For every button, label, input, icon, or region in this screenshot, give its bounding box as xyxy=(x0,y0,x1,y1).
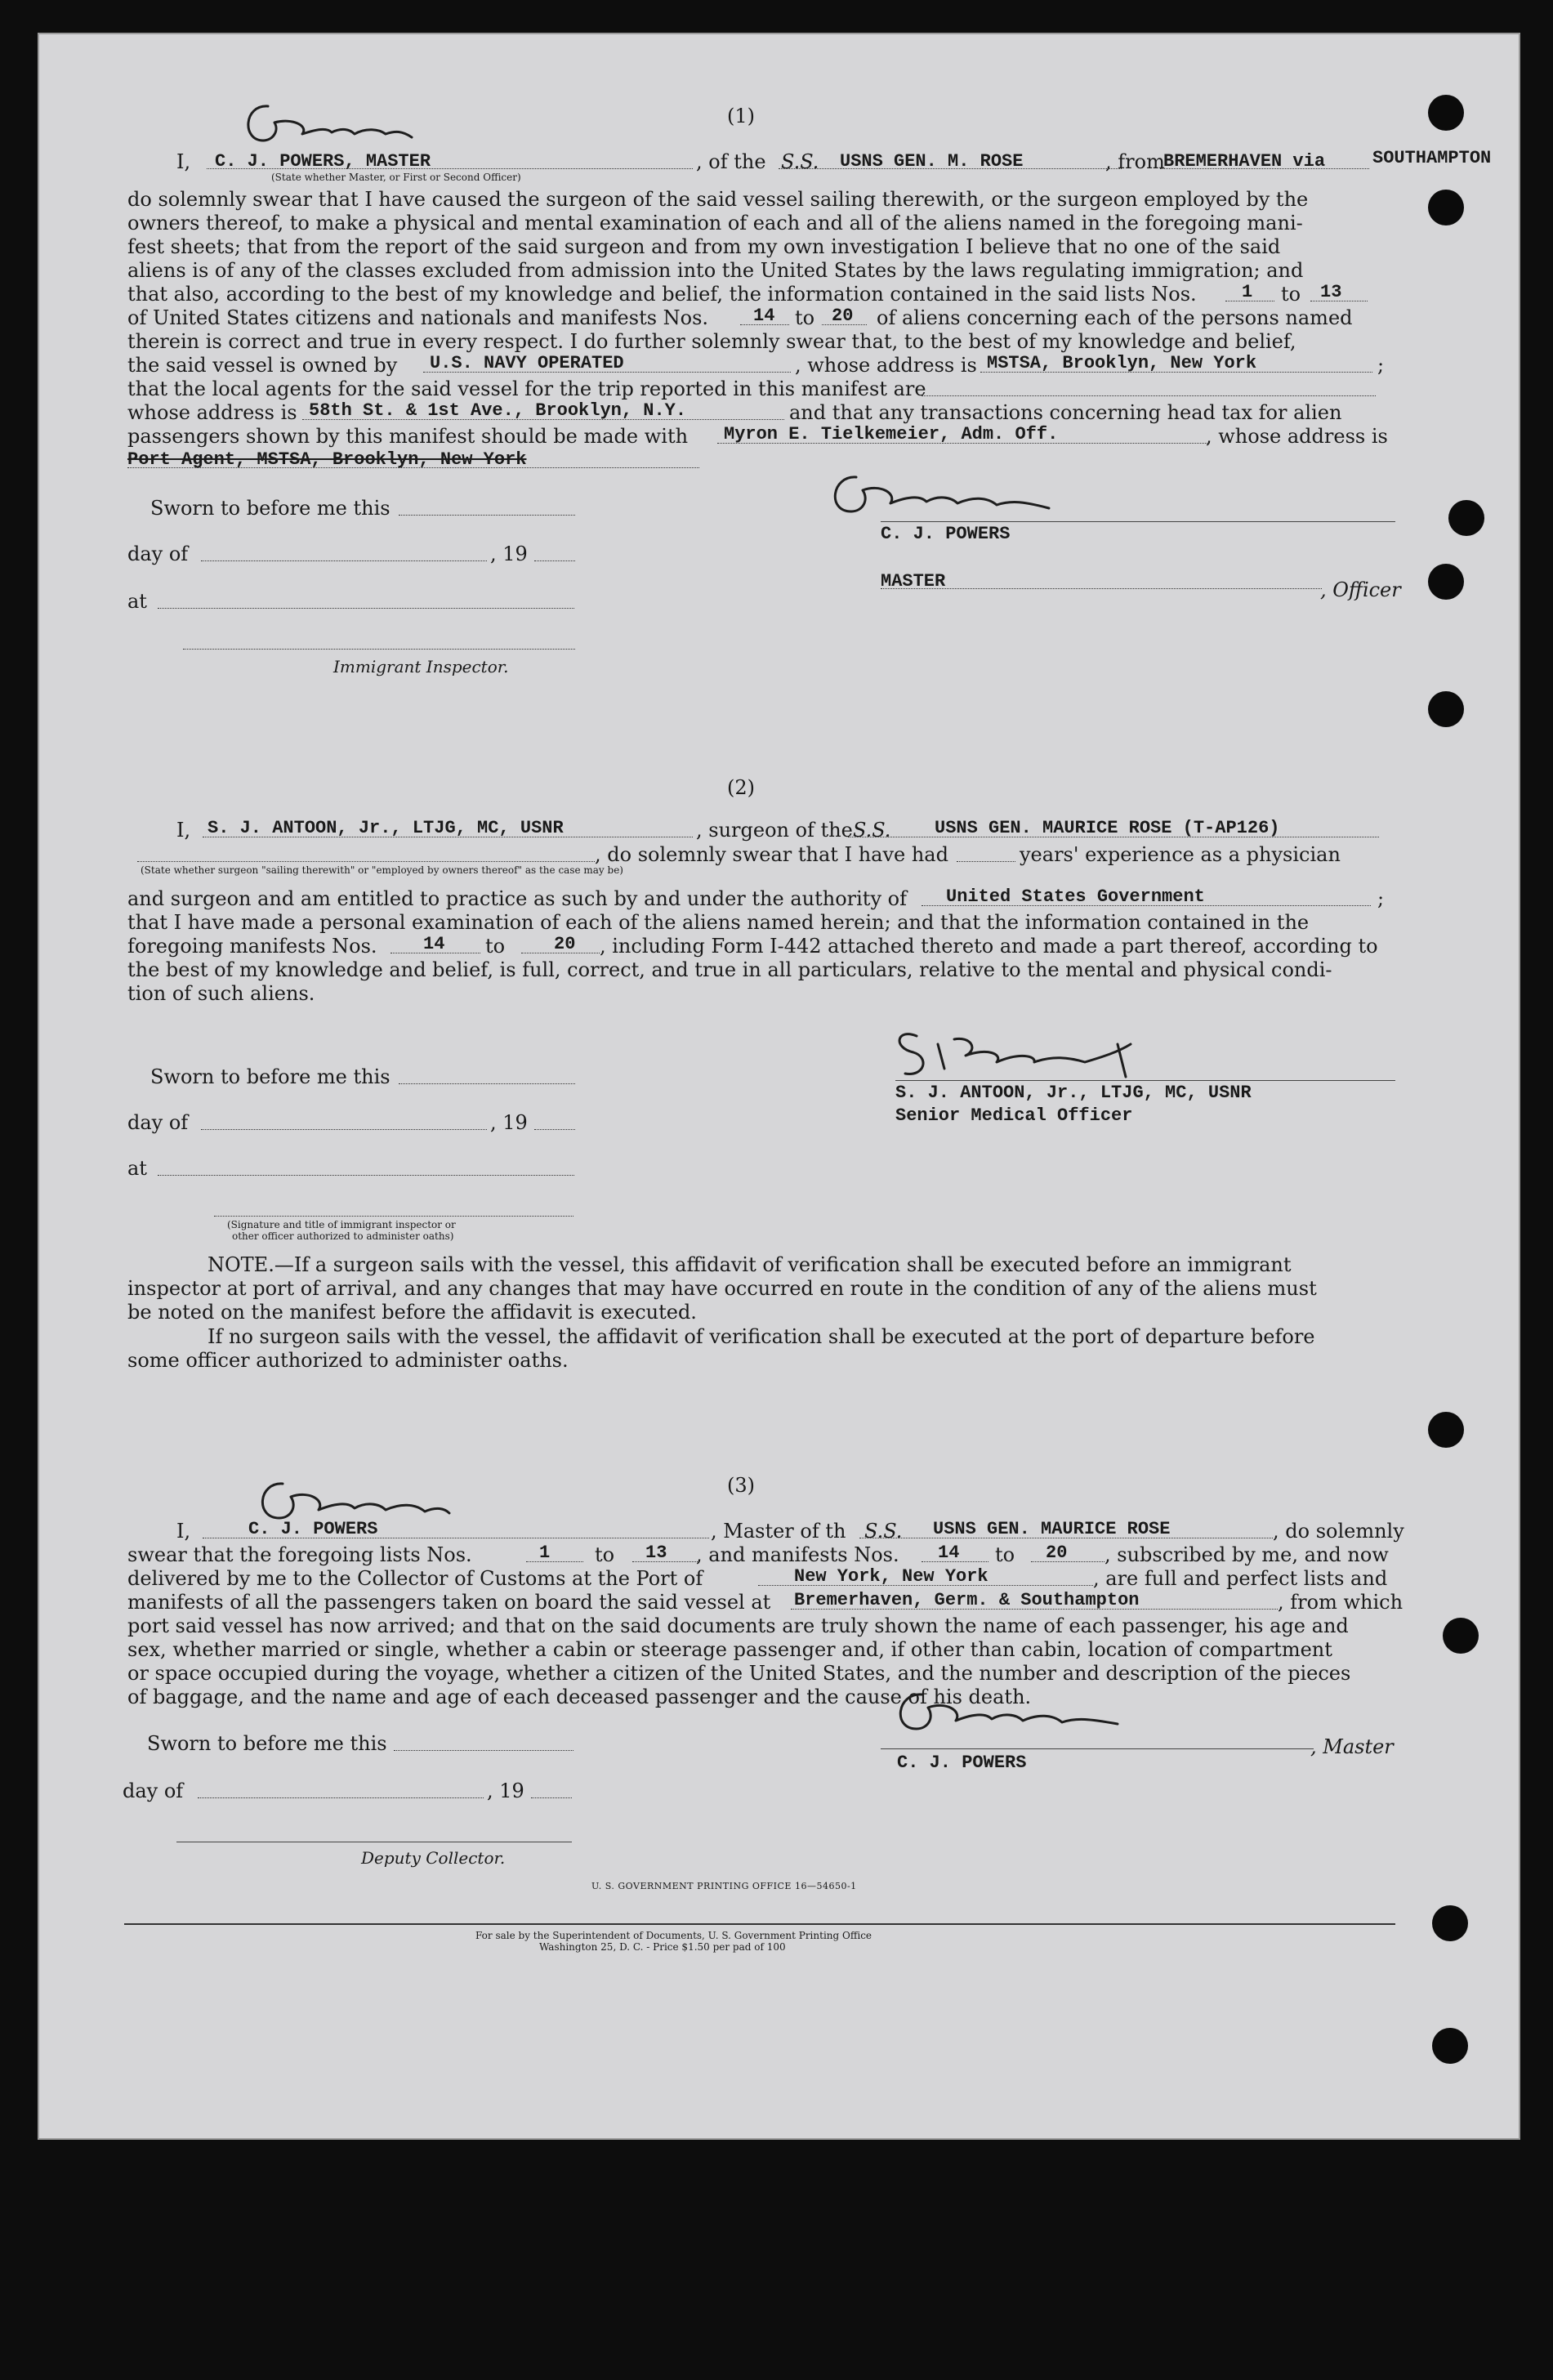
lists-to-field: 13 xyxy=(1320,282,1342,302)
vessel-prefix: S.S. xyxy=(781,150,819,173)
port-field: New York, New York xyxy=(794,1566,988,1587)
signature-antoon xyxy=(881,1020,1142,1085)
section-3-number: (3) xyxy=(727,1474,755,1497)
owner-address-field: MSTSA, Brooklyn, New York xyxy=(987,353,1257,373)
master-hint: (State whether Master, or First or Second Officer) xyxy=(271,172,521,183)
punch-hole xyxy=(1428,190,1464,225)
at-label-1: at xyxy=(127,590,147,613)
punch-hole xyxy=(1443,1618,1479,1654)
sworn-label-3: Sworn to before me this xyxy=(147,1732,387,1755)
punch-hole xyxy=(1428,95,1464,131)
document-page: (1) I, C. J. POWERS, MASTER (State whether Master, or First or Second Officer) , of the S.S. USNS GEN. M. ROSE , from BREMERHAVEN via SOUTHAMPTON do solemnly swear that I have caused the surgeon of the said vessel sailing therewith, or the surgeon employed by the owners thereof, to make a physical and mental examination of each and all of the aliens named in the foregoing mani- fest sheets; that from the report of the said surgeon and from my own investigation I believe that no one of the said aliens is of any of the classes excluded from admission into the United States by the laws regulating immigration; and that also, according to the best of my knowledge and belief, the information contained in the said lists Nos. 1 to 13 of United States citizens and nationals and manifests Nos. 14 to 20 of aliens concerning each of the persons named therein is correct and true in every respect. I do further solemnly swear that, to the best of my knowledge and belief, the said vessel is owned by U.S. NAVY OPERATED , whose address is MSTSA, Brooklyn, New York ; that the local agents for the said vessel for the trip reported in this manifest are whose address is 58th St. & 1st Ave., Brooklyn, N.Y. and that any transactions concerning head tax for alien passengers shown by this manifest should be made with Myron E. Tielkemeier, Adm. Off. , whose address is Port Agent, MSTSA, Brooklyn, New York Sworn to before me this C. J. POWERS day of , 19 MASTER , Officer at Immigrant Inspector. (2) I, S. J. ANTOON, Jr., LTJG, MC, USNR , surgeon of the S.S. USNS GEN. MAURICE ROSE (T-AP126) , do solemnly swear that I have had years' experience as a physician (State whether surgeon "sailing therewith" or "employed by owners thereof" as the case may be) and surgeon and am entitled to practice as such by and under the authority of United States Government ; that I have made a personal examination of each of the aliens named herein; and that the information contained in the foregoing manifests Nos. 14 to 20 , including Form I-442 attached thereto and made a part thereof, according to the best of my knowledge and belief, is full, correct, and true in all particulars, relative to the mental and physical condi- tion of such aliens. Sworn to before me this S. J. ANTOON, Jr., LTJG, MC, USNR day of , 19 Senior Medical Officer at (Signature and title of immigrant inspector or other officer authorized to administer oaths) NOTE.—If a surgeon sails with the vessel, this affidavit of verification shall be executed before an immigrant inspector at port of arrival, and any changes that may have occurred en route in the condition of any of the aliens must be noted on the manifest before the affidavit is executed. If no surgeon sails with the vessel, the affidavit of verification shall be executed at the port of departure before some officer authorized to administer oaths. (3) I, C. J. POWERS , Master of th S.S. USNS GEN. MAURICE ROSE , do solemnly swear that the foregoing lists Nos. 1 to 13 , and manifests Nos. 14 to 20 , subscribed by me, and now delivered by me to the Collector of Customs at the Port of New York, New York , are full and perfect lists and manifests of all the passengers taken on board the said vessel at Bremerhaven, Germ. & Southampton , from which port said vessel has now arrived; and that on the said documents are truly shown the name of each passenger, his age and sex, whether married or single, whether a cabin or steerage passenger and, if other than cabin, location of compartment or space occupied during the voyage, whether a citizen of the United States, and the number and description of the pieces of baggage, and the name and age of each deceased passenger and the cause of his death. Sworn to before me this , Master C. J. POWERS day of , 19 Deputy Collector. U. S. GOVERNMENT PRINTING OFFICE 16—54650-1 For sale by the Superintendent of Documents, U. S. Government Printing Office Washington 25, D. C. - Price $1.50 per pad of 100 xyxy=(38,33,1520,2140)
title-master-1: MASTER xyxy=(881,571,946,592)
authority-field: United States Government xyxy=(946,886,1205,907)
sig-caption-2b: other officer authorized to administer oaths) xyxy=(232,1230,454,1242)
from-label: , from xyxy=(1105,150,1165,173)
punch-hole xyxy=(1432,1905,1468,1941)
vessel-name-field-2: USNS GEN. MAURICE ROSE (T-AP126) xyxy=(935,818,1280,838)
lists-from-field-3: 1 xyxy=(539,1543,551,1563)
signer-2-title: Senior Medical Officer xyxy=(895,1105,1133,1126)
punch-hole xyxy=(1428,564,1464,600)
surgeon-hint: (State whether surgeon "sailing therewith" or "employed by owners thereof" as the case may be) xyxy=(141,864,623,876)
officer-label: , Officer xyxy=(1320,578,1401,601)
signer-2: S. J. ANTOON, Jr., LTJG, MC, USNR xyxy=(895,1083,1252,1103)
vessel-name-field: USNS GEN. M. ROSE xyxy=(840,151,1024,172)
signer-1: C. J. POWERS xyxy=(881,524,1011,544)
manifests-to-field-3: 20 xyxy=(1046,1543,1068,1563)
punch-hole xyxy=(1432,2028,1468,2064)
from-port-field-2: SOUTHAMPTON xyxy=(1372,148,1492,168)
sale-note-1: For sale by the Superintendent of Documents, U. S. Government Printing Office xyxy=(475,1930,872,1941)
punch-hole xyxy=(1428,691,1464,727)
sig-caption-2a: (Signature and title of immigrant inspector or xyxy=(227,1219,456,1230)
signature-powers-2 xyxy=(815,459,1060,525)
owner-field: U.S. NAVY OPERATED xyxy=(430,353,624,373)
lists-to-field-3: 13 xyxy=(645,1543,667,1563)
master-name-field: C. J. POWERS, MASTER xyxy=(215,151,431,172)
manifests-from-field-3: 14 xyxy=(938,1543,960,1563)
section-1-i: I, xyxy=(176,150,191,173)
section-1-number: (1) xyxy=(727,105,755,127)
section-2-number: (2) xyxy=(727,776,755,799)
sale-note-2: Washington 25, D. C. - Price $1.50 per pad of 100 xyxy=(539,1941,786,1953)
signature-powers-4 xyxy=(881,1683,1126,1740)
master-label-3: , Master xyxy=(1310,1735,1394,1758)
deputy-collector-caption: Deputy Collector. xyxy=(361,1848,506,1868)
surgeon-name-field: S. J. ANTOON, Jr., LTJG, MC, USNR xyxy=(208,818,564,838)
vessel-name-field-3: USNS GEN. MAURICE ROSE xyxy=(933,1519,1171,1539)
manifests-from-field: 14 xyxy=(753,306,775,326)
sworn-label-2: Sworn to before me this xyxy=(150,1065,390,1088)
tax-agent-field: Myron E. Tielkemeier, Adm. Off. xyxy=(724,424,1059,444)
signer-3: C. J. POWERS xyxy=(897,1753,1027,1773)
agent-address-field: 58th St. & 1st Ave., Brooklyn, N.Y. xyxy=(309,400,687,421)
manifests-to-field-2: 20 xyxy=(554,934,576,954)
from-port-field-3: Bremerhaven, Germ. & Southampton xyxy=(794,1590,1140,1610)
sworn-label-1: Sworn to before me this xyxy=(150,497,390,520)
from-port-field: BREMERHAVEN via xyxy=(1163,151,1326,172)
punch-hole xyxy=(1428,1412,1464,1448)
of-the-label: , of the xyxy=(696,150,766,173)
manifests-to-field: 20 xyxy=(832,306,854,326)
master-name-field-3: C. J. POWERS xyxy=(248,1519,378,1539)
signature-powers-1 xyxy=(235,95,423,152)
day-of-label-1: day of xyxy=(127,543,189,565)
punch-hole xyxy=(1448,500,1484,536)
immigrant-inspector-caption: Immigrant Inspector. xyxy=(333,657,509,676)
gpo-imprint: U. S. GOVERNMENT PRINTING OFFICE 16—54650-1 xyxy=(591,1881,857,1891)
tax-address-field: Port Agent, MSTSA, Brooklyn, New York xyxy=(127,449,527,470)
manifests-from-field-2: 14 xyxy=(423,934,445,954)
lists-from-field: 1 xyxy=(1242,282,1253,302)
